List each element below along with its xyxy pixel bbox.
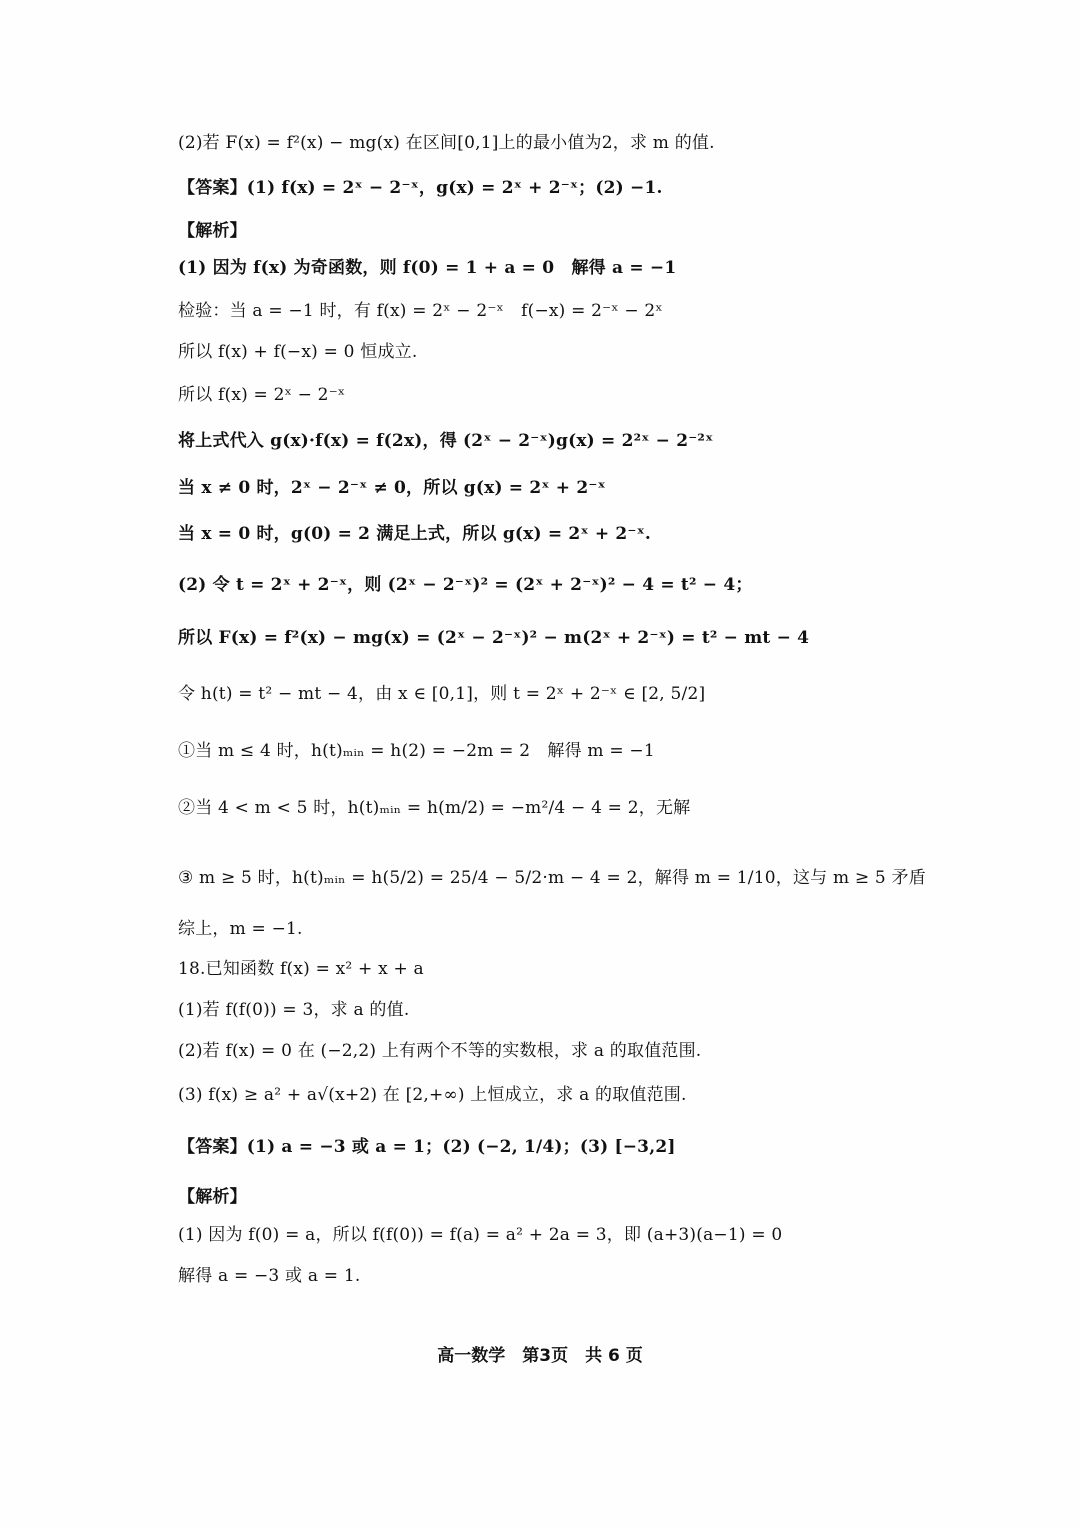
answer-18: 【答案】(1) a = −3 或 a = 1；(2) (−2, 1/4)；(3) [−3,2] xyxy=(178,1137,676,1157)
question-18-stem: 18.已知函数 f(x) = x² + x + a xyxy=(178,959,424,979)
page-footer: 高一数学 第3页 共 6 页 xyxy=(437,1346,643,1366)
solution-line: 所以 f(x) = 2ˣ − 2⁻ˣ xyxy=(178,385,346,405)
question-17-part-2: (2)若 F(x) = f²(x) − mg(x) 在区间[0,1]上的最小值为2，求 m 的值. xyxy=(178,133,715,153)
question-18-part-1: (1)若 f(f(0)) = 3，求 a 的值. xyxy=(178,1000,410,1020)
solution-line: 解得 a = −3 或 a = 1. xyxy=(178,1266,361,1286)
solution-line: 令 h(t) = t² − mt − 4，由 x ∈ [0,1]，则 t = 2ˣ + 2⁻ˣ ∈ [2, 5/2] xyxy=(178,684,706,704)
solution-line: 所以 f(x) + f(−x) = 0 恒成立. xyxy=(178,342,418,362)
analysis-heading-17: 【解析】 xyxy=(178,221,247,241)
solution-line: 当 x = 0 时，g(0) = 2 满足上式，所以 g(x) = 2ˣ + 2⁻ˣ. xyxy=(178,524,652,544)
solution-line: 当 x ≠ 0 时，2ˣ − 2⁻ˣ ≠ 0，所以 g(x) = 2ˣ + 2⁻ˣ xyxy=(178,478,606,498)
solution-line: (1) 因为 f(x) 为奇函数，则 f(0) = 1 + a = 0 解得 a = −1 xyxy=(178,258,677,278)
conclusion-line: 综上，m = −1. xyxy=(178,919,303,939)
case-1-line: ①当 m ≤ 4 时，h(t)ₘᵢₙ = h(2) = −2m = 2 解得 m = −1 xyxy=(178,741,655,761)
solution-line: 检验：当 a = −1 时，有 f(x) = 2ˣ − 2⁻ˣ f(−x) = 2⁻ˣ − 2ˣ xyxy=(178,301,663,321)
solution-line: 所以 F(x) = f²(x) − mg(x) = (2ˣ − 2⁻ˣ)² − m(2ˣ + 2⁻ˣ) = t² − mt − 4 xyxy=(178,628,810,648)
solution-line: 将上式代入 g(x)·f(x) = f(2x)，得 (2ˣ − 2⁻ˣ)g(x) = 2²ˣ − 2⁻²ˣ xyxy=(178,431,714,451)
question-18-part-2: (2)若 f(x) = 0 在 (−2,2) 上有两个不等的实数根，求 a 的取值范围. xyxy=(178,1041,702,1061)
case-2-line: ②当 4 < m < 5 时，h(t)ₘᵢₙ = h(m/2) = −m²/4 − 4 = 2，无解 xyxy=(178,798,691,818)
answer-17: 【答案】(1) f(x) = 2ˣ − 2⁻ˣ，g(x) = 2ˣ + 2⁻ˣ；(2) −1. xyxy=(178,178,663,198)
analysis-heading-18: 【解析】 xyxy=(178,1187,247,1207)
solution-line: (1) 因为 f(0) = a，所以 f(f(0)) = f(a) = a² + 2a = 3，即 (a+3)(a−1) = 0 xyxy=(178,1225,783,1245)
question-18-part-3: (3) f(x) ≥ a² + a√(x+2) 在 [2,+∞) 上恒成立，求 a 的取值范围. xyxy=(178,1085,687,1105)
solution-line: (2) 令 t = 2ˣ + 2⁻ˣ，则 (2ˣ − 2⁻ˣ)² = (2ˣ + 2⁻ˣ)² − 4 = t² − 4； xyxy=(178,575,753,595)
case-3-line: ③ m ≥ 5 时，h(t)ₘᵢₙ = h(5/2) = 25/4 − 5/2·m − 4 = 2，解得 m = 1/10，这与 m ≥ 5 矛盾 xyxy=(178,868,926,888)
